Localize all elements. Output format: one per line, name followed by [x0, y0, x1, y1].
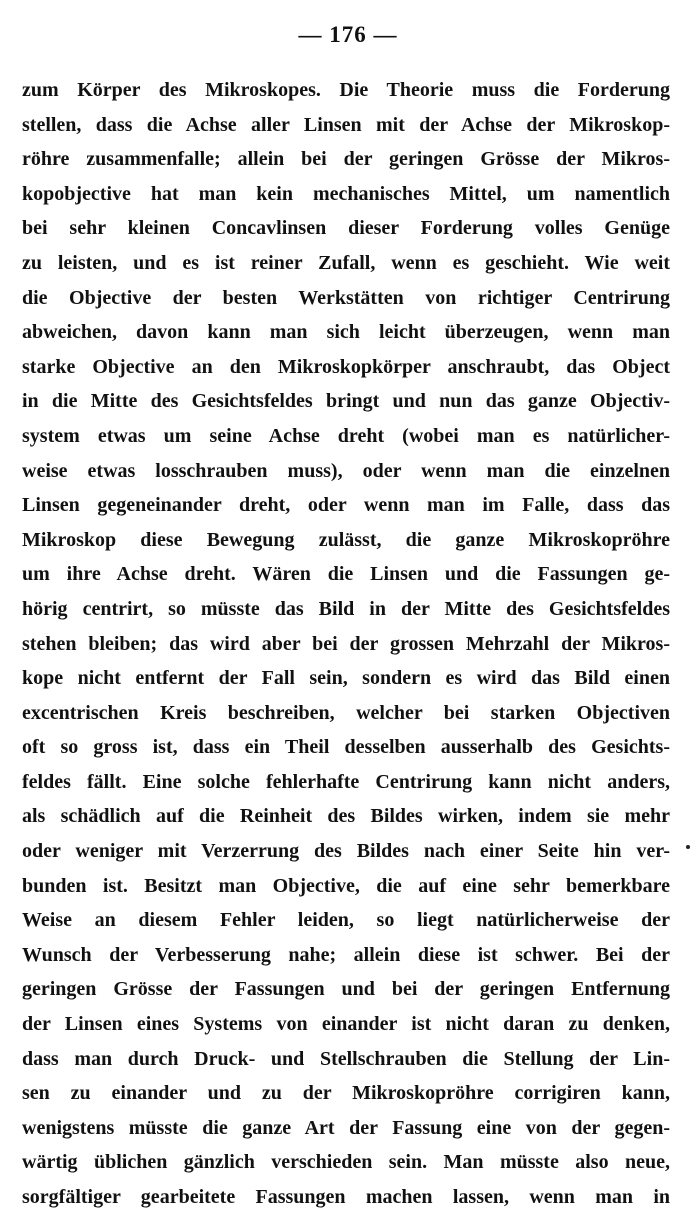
text-line: zum Körper des Mikroskopes. Die Theorie muss die Forderung [22, 79, 670, 101]
text-line: abweichen, davon kann man sich leicht überzeugen, wenn man [22, 321, 670, 344]
text-line: sorgfältiger gearbeitete Fassungen machen lassen, wenn man in [22, 1186, 670, 1208]
text-line: geringen Grösse der Fassungen und bei der geringen Entfernung [22, 978, 670, 1001]
text-line: wenigstens müsste die ganze Art der Fassung eine von der gegen- [22, 1116, 670, 1139]
text-line: feldes fällt. Eine solche fehlerhafte Centrirung kann nicht anders, [22, 770, 670, 793]
text-line: dass man durch Druck- und Stellschrauben die Stellung der Lin- [22, 1047, 670, 1070]
text-line: um ihre Achse dreht. Wären die Linsen und die Fassungen ge- [22, 563, 670, 586]
text-line: Linsen gegeneinander dreht, oder wenn man im Falle, dass das [22, 494, 670, 517]
page-number-header: — 176 — [298, 22, 398, 47]
text-line: bei sehr kleinen Concavlinsen dieser Forderung volles Genüge [22, 217, 670, 240]
text-line: stellen, dass die Achse aller Linsen mit der Achse der Mikroskop- [22, 113, 670, 136]
text-line: hörig centrirt, so müsste das Bild in der Mitte des Gesichtsfeldes [22, 597, 670, 620]
text-line: oder weniger mit Verzerrung des Bildes nach einer Seite hin ver- [22, 840, 670, 863]
text-line: excentrischen Kreis beschreiben, welcher bei starken Objectiven [22, 701, 670, 724]
text-line: in die Mitte des Gesichtsfeldes bringt und nun das ganze Objectiv- [22, 390, 670, 413]
text-line: kopobjective hat man kein mechanisches Mittel, um namentlich [22, 182, 670, 205]
text-line: wärtig üblichen gänzlich verschieden sein. Man müsste also neue, [22, 1151, 670, 1174]
text-line: system etwas um seine Achse dreht (wobei man es natürlicher- [22, 424, 670, 447]
text-line: Mikroskop diese Bewegung zulässt, die ganze Mikroskopröhre [22, 528, 670, 551]
text-line: der Linsen eines Systems von einander ist nicht daran zu denken, [22, 1013, 670, 1036]
text-line: starke Objective an den Mikroskopkörper anschraubt, das Object [22, 355, 670, 378]
text-line: kope nicht entfernt der Fall sein, sondern es wird das Bild einen [22, 667, 670, 690]
text-line: oft so gross ist, dass ein Theil desselben ausserhalb des Gesichts- [22, 736, 670, 759]
text-line: weise etwas losschrauben muss), oder wenn man die einzelnen [22, 459, 670, 482]
text-line: röhre zusammenfalle; allein bei der geringen Grösse der Mikros- [22, 148, 670, 171]
text-line: als schädlich auf die Reinheit des Bildes wirken, indem sie mehr [22, 805, 670, 828]
text-line: Weise an diesem Fehler leiden, so liegt natürlicherweise der [22, 909, 670, 932]
body-text [22, 73, 670, 1215]
margin-speck [686, 845, 690, 849]
text-line: stehen bleiben; das wird aber bei der grossen Mehrzahl der Mikros- [22, 632, 670, 655]
text-line: bunden ist. Besitzt man Objective, die auf eine sehr bemerkbare [22, 874, 670, 897]
text-line: die Objective der besten Werkstätten von richtiger Centrirung [22, 286, 670, 309]
text-line: sen zu einander und zu der Mikroskopröhre corrigiren kann, [22, 1082, 670, 1105]
text-line: zu leisten, und es ist reiner Zufall, wenn es geschieht. Wie weit [22, 251, 670, 274]
text-line: Wunsch der Verbesserung nahe; allein diese ist schwer. Bei der [22, 943, 670, 966]
